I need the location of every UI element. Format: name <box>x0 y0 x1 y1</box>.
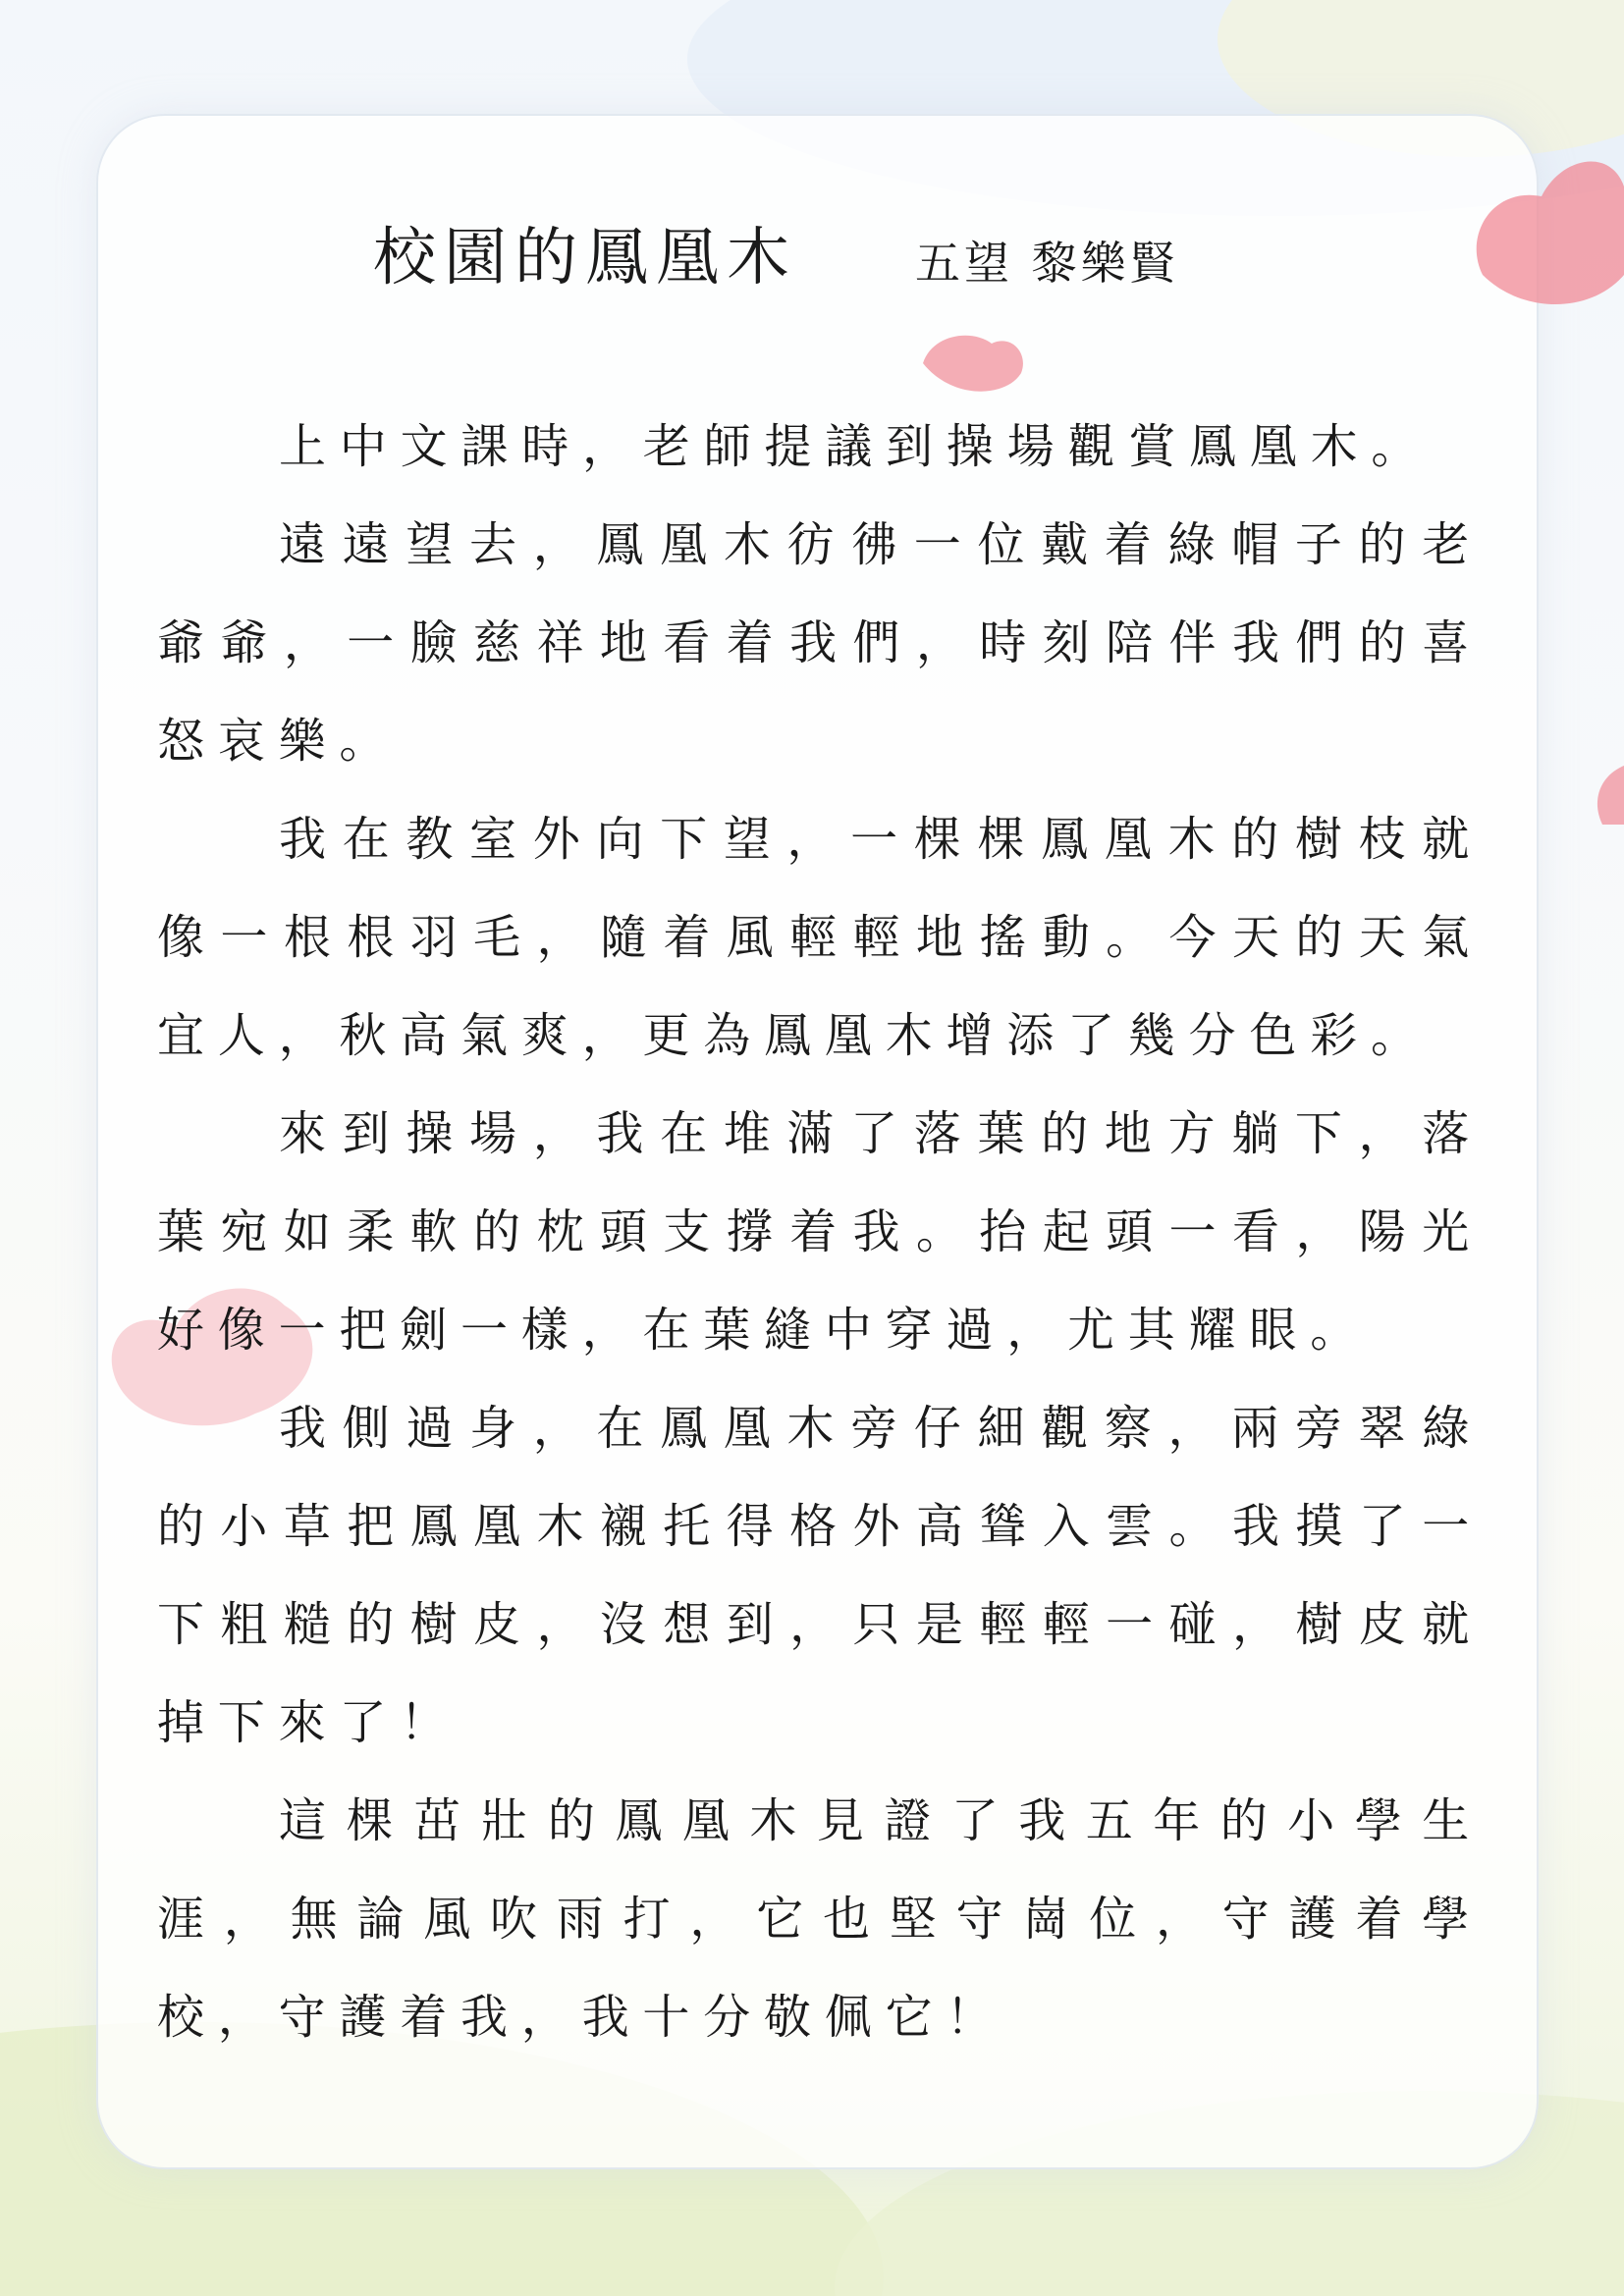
paragraph-2: 遠遠望去，鳳凰木彷彿一位戴着綠帽子的老爺爺，一臉慈祥地看着我們，時刻陪伴我們的喜怒哀樂。 <box>157 517 1483 769</box>
petal-top-right <box>1453 128 1624 314</box>
paragraph-1: 上中文課時，老師提議到操場觀賞鳳凰木。 <box>279 419 1433 474</box>
header <box>373 214 1179 302</box>
document-title: 校園的鳳凰木 <box>373 222 797 294</box>
paragraph-4: 來到操場，我在堆滿了落葉的地方躺下，落葉宛如柔軟的枕頭支撐着我。抬起頭一看，陽光好像一把劍一樣，在葉縫中穿過，尤其耀眼。 <box>157 1106 1483 1358</box>
petal-center-top <box>913 324 1031 402</box>
essay-body <box>157 398 1483 2066</box>
author-line: 五望 黎樂賢 <box>915 237 1179 290</box>
petal-right-edge <box>1591 766 1624 825</box>
paragraph-5: 我側過身，在鳳凰木旁仔細觀察，兩旁翠綠的小草把鳳凰木襯托得格外高聳入雲。我摸了一下粗糙的樹皮，沒想到，只是輕輕一碰，樹皮就掉下來了！ <box>157 1401 1483 1750</box>
paragraph-3: 我在教室外向下望，一棵棵鳳凰木的樹枝就像一根根羽毛，隨着風輕輕地搖動。今天的天氣宜人，秋高氣爽，更為鳳凰木增添了幾分色彩。 <box>157 812 1483 1063</box>
paragraph-6: 這棵茁壯的鳳凰木見證了我五年的小學生涯，無論風吹雨打，它也堅守崗位，守護着學校，守護着我，我十分敬佩它！ <box>157 1793 1483 2045</box>
